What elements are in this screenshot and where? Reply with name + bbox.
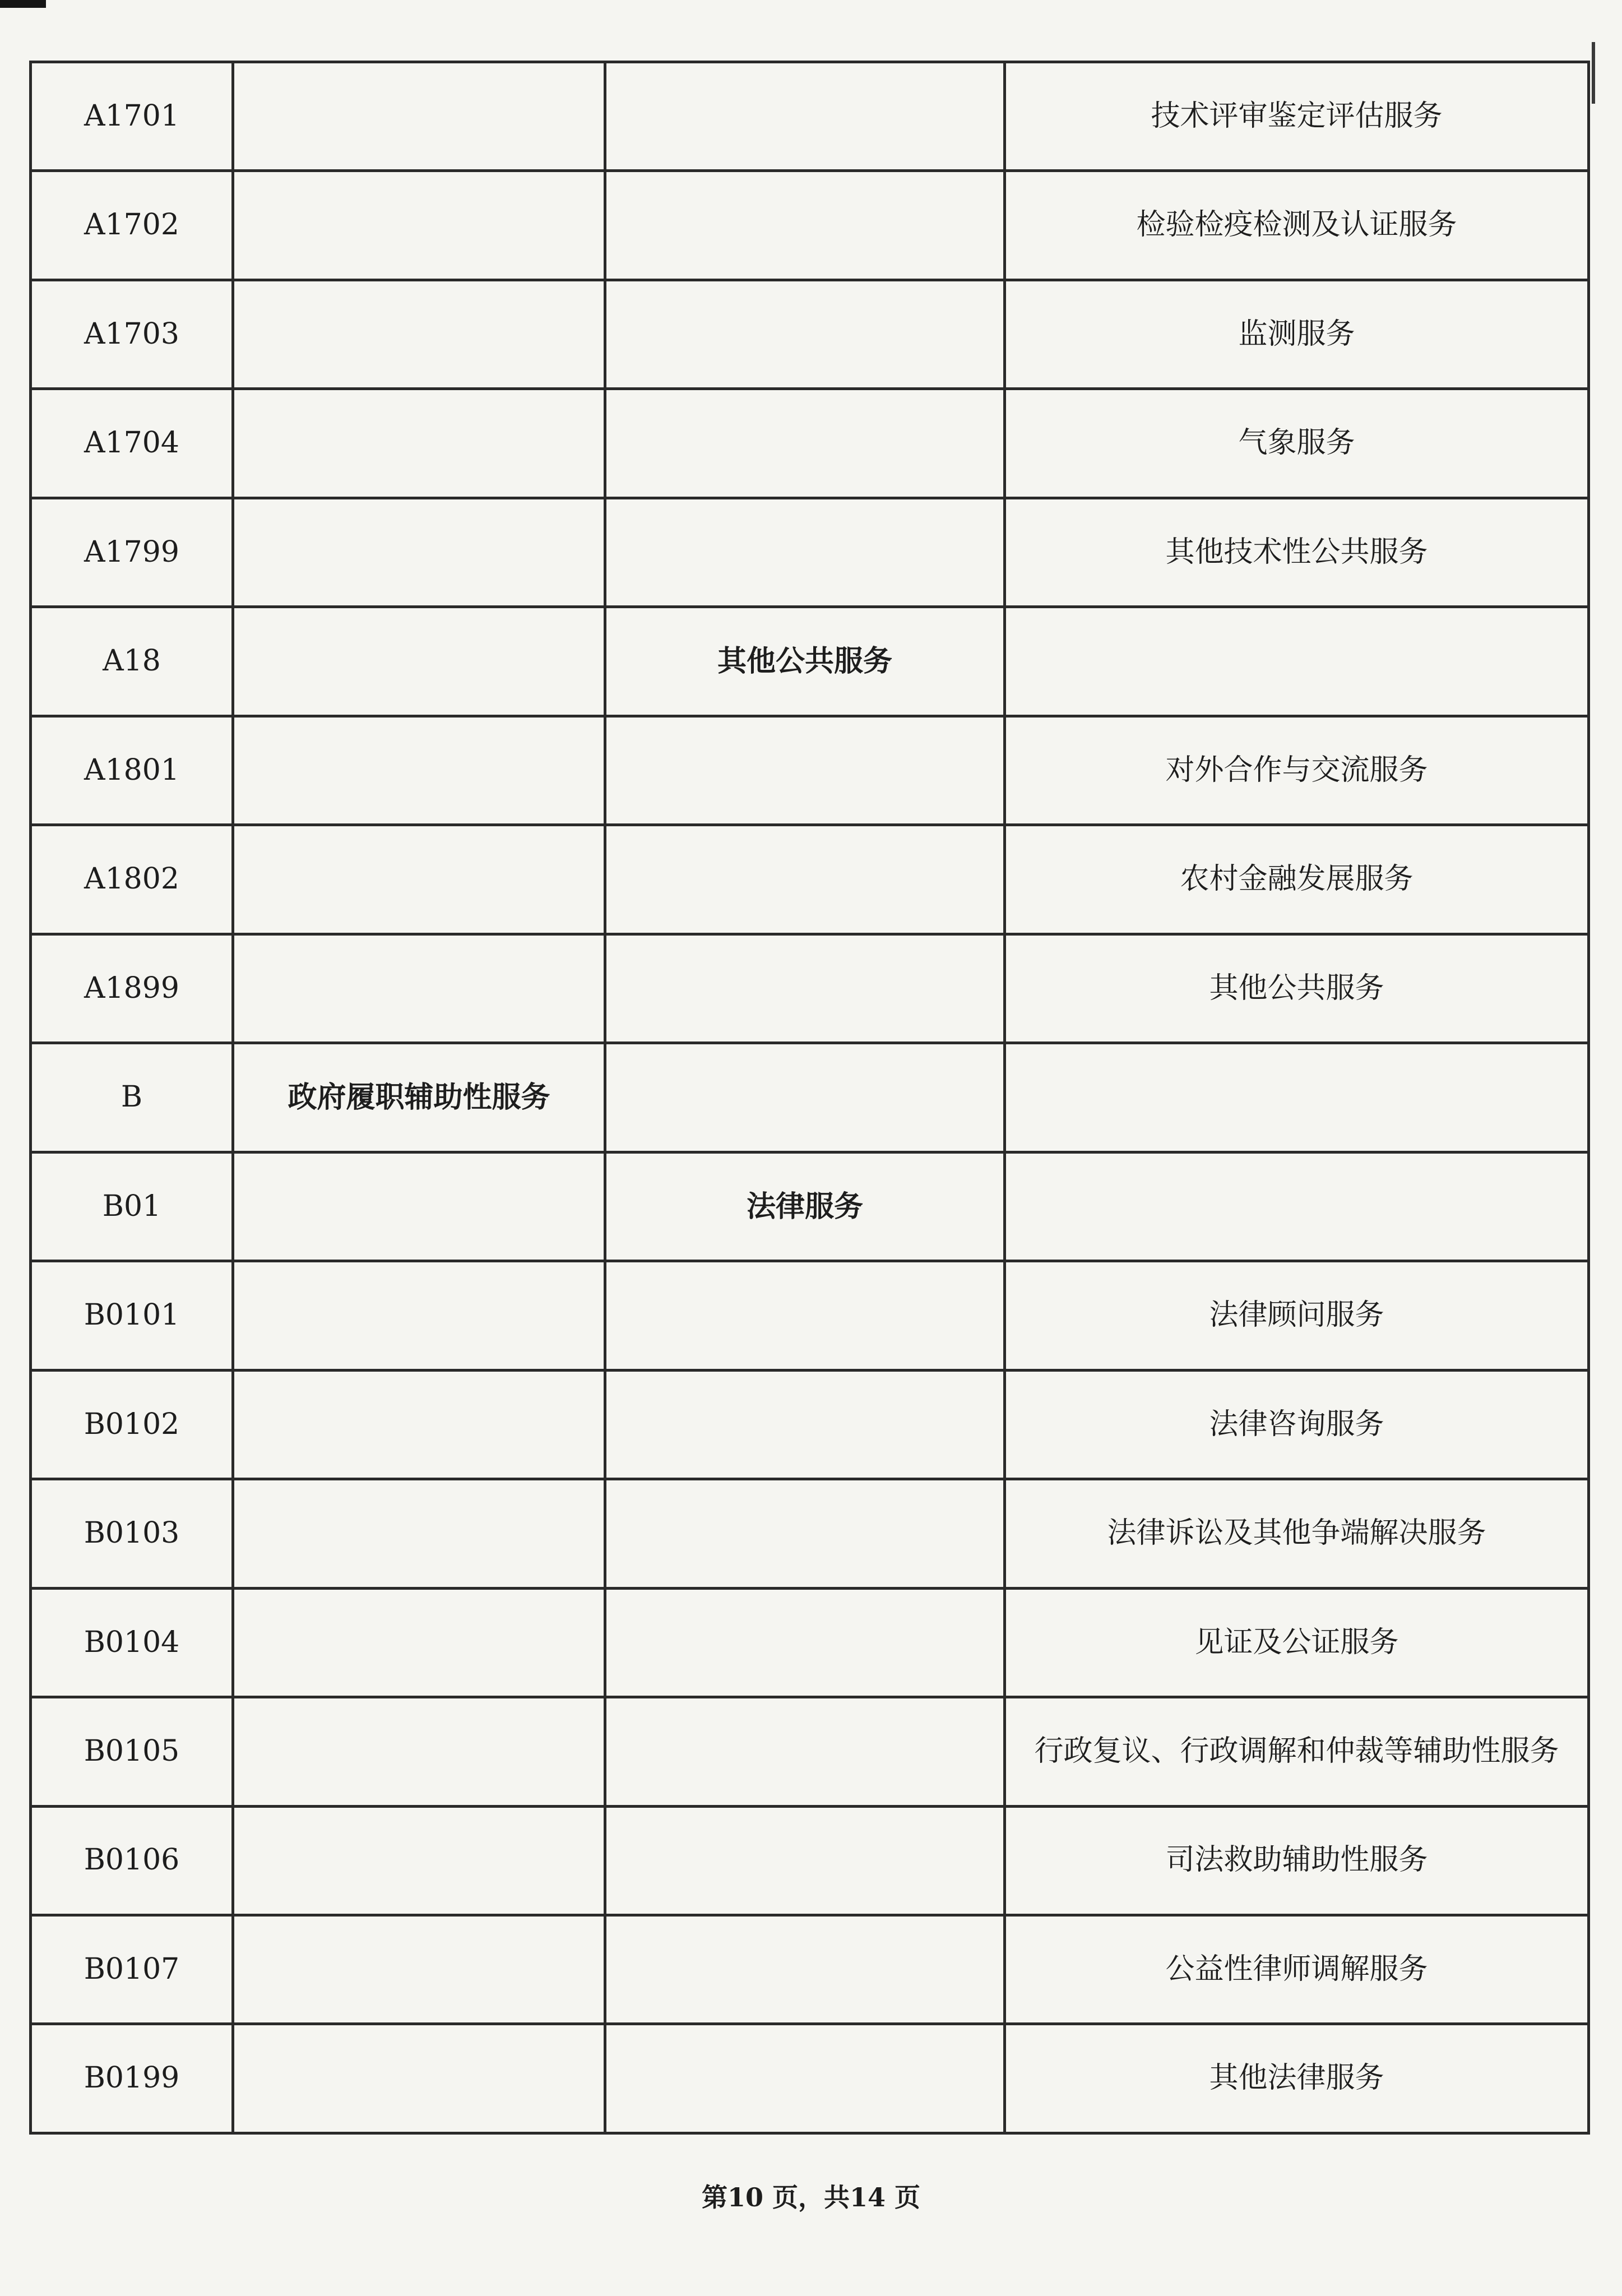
level3-category-cell: 其他技术性公共服务 <box>1005 498 1589 607</box>
level1-category-cell <box>233 1915 605 2024</box>
table-row <box>31 498 1589 607</box>
level3-category-cell: 其他法律服务 <box>1005 2024 1589 2133</box>
level3-category-cell <box>1005 1043 1589 1152</box>
level2-category-cell <box>605 1479 1005 1588</box>
service-catalog-table <box>29 61 1590 2135</box>
level1-category-cell <box>233 62 605 171</box>
table-row <box>31 2024 1589 2133</box>
level2-category-cell: 其他公共服务 <box>605 607 1005 716</box>
level2-category-cell <box>605 1370 1005 1479</box>
level2-category-cell <box>605 1588 1005 1697</box>
level2-category-cell <box>605 934 1005 1043</box>
code-cell: B0105 <box>31 1697 233 1806</box>
level3-category-cell <box>1005 607 1589 716</box>
level3-category-cell: 监测服务 <box>1005 280 1589 388</box>
code-cell: A1899 <box>31 934 233 1043</box>
table-row <box>31 1588 1589 1697</box>
level3-category-cell: 行政复议、行政调解和仲裁等辅助性服务 <box>1005 1697 1589 1806</box>
level1-category-cell <box>233 1479 605 1588</box>
level2-category-cell <box>605 716 1005 825</box>
level3-category-cell: 见证及公证服务 <box>1005 1588 1589 1697</box>
level1-category-cell <box>233 171 605 280</box>
code-cell: B0103 <box>31 1479 233 1588</box>
table-row <box>31 62 1589 171</box>
table-row <box>31 934 1589 1043</box>
level1-category-cell <box>233 934 605 1043</box>
level3-category-cell: 公益性律师调解服务 <box>1005 1915 1589 2024</box>
level3-category-cell: 农村金融发展服务 <box>1005 825 1589 934</box>
level1-category-cell <box>233 280 605 388</box>
level1-category-cell <box>233 716 605 825</box>
level2-category-cell <box>605 1806 1005 1915</box>
table-row <box>31 1697 1589 1806</box>
level3-category-cell: 其他公共服务 <box>1005 934 1589 1043</box>
scan-edge-line <box>1592 42 1595 104</box>
code-cell: A1802 <box>31 825 233 934</box>
code-cell: A1704 <box>31 389 233 498</box>
table-row <box>31 1261 1589 1370</box>
table-row <box>31 1479 1589 1588</box>
code-cell: B0104 <box>31 1588 233 1697</box>
level2-category-cell <box>605 1915 1005 2024</box>
level3-category-cell: 气象服务 <box>1005 389 1589 498</box>
level2-category-cell: 法律服务 <box>605 1152 1005 1261</box>
level2-category-cell <box>605 1043 1005 1152</box>
table-row <box>31 1915 1589 2024</box>
level3-category-cell: 法律诉讼及其他争端解决服务 <box>1005 1479 1589 1588</box>
code-cell: B01 <box>31 1152 233 1261</box>
level1-category-cell <box>233 2024 605 2133</box>
level2-category-cell <box>605 389 1005 498</box>
level1-category-cell <box>233 1370 605 1479</box>
code-cell: A1799 <box>31 498 233 607</box>
scan-edge-mark <box>0 0 46 8</box>
level2-category-cell <box>605 171 1005 280</box>
table-row <box>31 1806 1589 1915</box>
level1-category-cell <box>233 1697 605 1806</box>
level2-category-cell <box>605 2024 1005 2133</box>
table-row <box>31 607 1589 716</box>
level3-category-cell: 技术评审鉴定评估服务 <box>1005 62 1589 171</box>
level1-category-cell <box>233 389 605 498</box>
code-cell: A1801 <box>31 716 233 825</box>
level3-category-cell: 司法救助辅助性服务 <box>1005 1806 1589 1915</box>
level1-category-cell <box>233 607 605 716</box>
page-footer: 第10 页，共14 页 <box>701 2182 921 2212</box>
level3-category-cell: 检验检疫检测及认证服务 <box>1005 171 1589 280</box>
level2-category-cell <box>605 62 1005 171</box>
table-row <box>31 171 1589 280</box>
level1-category-cell <box>233 825 605 934</box>
table-row <box>31 1152 1589 1261</box>
code-cell: A18 <box>31 607 233 716</box>
level2-category-cell <box>605 1261 1005 1370</box>
code-cell: B0102 <box>31 1370 233 1479</box>
code-cell: A1702 <box>31 171 233 280</box>
code-cell: A1703 <box>31 280 233 388</box>
level1-category-cell <box>233 498 605 607</box>
level2-category-cell <box>605 1697 1005 1806</box>
code-cell: B0107 <box>31 1915 233 2024</box>
level1-category-cell <box>233 1152 605 1261</box>
code-cell: B <box>31 1043 233 1152</box>
level1-category-cell <box>233 1261 605 1370</box>
code-cell: B0199 <box>31 2024 233 2133</box>
level3-category-cell <box>1005 1152 1589 1261</box>
table-row <box>31 389 1589 498</box>
level1-category-cell <box>233 1806 605 1915</box>
level2-category-cell <box>605 825 1005 934</box>
level1-category-cell: 政府履职辅助性服务 <box>233 1043 605 1152</box>
code-cell: A1701 <box>31 62 233 171</box>
level1-category-cell <box>233 1588 605 1697</box>
level3-category-cell: 对外合作与交流服务 <box>1005 716 1589 825</box>
code-cell: B0101 <box>31 1261 233 1370</box>
level3-category-cell: 法律顾问服务 <box>1005 1261 1589 1370</box>
table-row <box>31 280 1589 388</box>
table-row <box>31 825 1589 934</box>
table-row <box>31 1043 1589 1152</box>
level2-category-cell <box>605 498 1005 607</box>
table-body <box>31 62 1589 2133</box>
code-cell: B0106 <box>31 1806 233 1915</box>
level2-category-cell <box>605 280 1005 388</box>
table-row <box>31 1370 1589 1479</box>
table-row <box>31 716 1589 825</box>
level3-category-cell: 法律咨询服务 <box>1005 1370 1589 1479</box>
